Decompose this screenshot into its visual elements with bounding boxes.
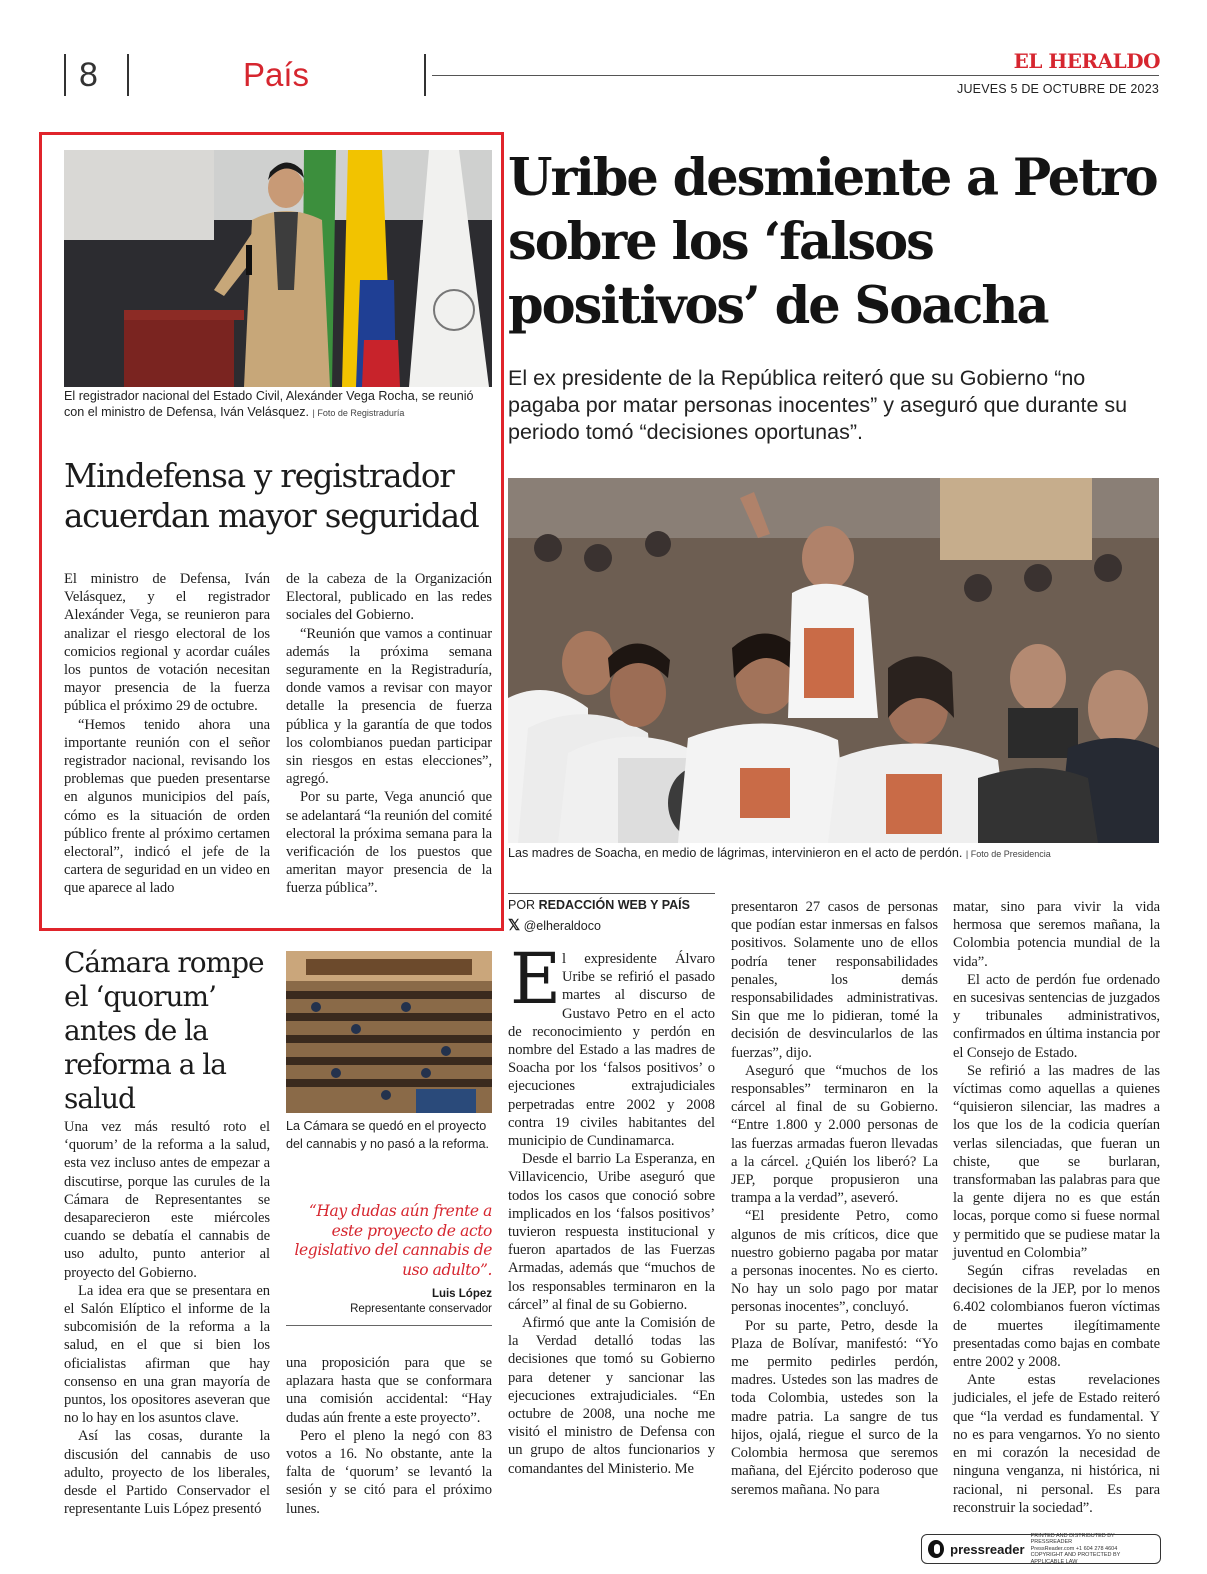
- dropcap: E: [510, 938, 562, 1020]
- social-handle[interactable]: [508, 916, 601, 934]
- byline: [508, 898, 690, 912]
- uribe-headline: Uribe desmiente a Petro sobre los ‘falsos positivos’ de Soacha: [508, 148, 1157, 336]
- camara-photo-art: [286, 951, 492, 1113]
- paragraph: presentaron 27 casos de personas que podían estar inmersas en falsos positivos. Solamente uno de ellos podría tener responsabilidades penales, los demás responsabilidades administrativas. Sin que me lo pidieran, tomé la decisión de desvincularlos de las fuerzas”, dijo.: [731, 899, 938, 1061]
- quote-rule: [286, 1325, 492, 1326]
- caption-text: El registrador nacional del Estado Civil, Alexánder Vega Rocha, se reunió con el ministro de Defensa, Iván Velásquez.: [64, 389, 474, 419]
- paragraph: de la cabeza de la Organización Electoral, publicado en las redes sociales del Gobierno.: [286, 571, 492, 624]
- uribe-deck: El ex presidente de la República reiteró que su Gobierno “no pagaba por matar personas inocentes” y aseguró que durante su periodo tomó “decisiones oportunas”.: [508, 366, 1128, 444]
- camara-col2: [286, 1354, 492, 1518]
- paragraph: una proposición para que se aplazara hasta que se conformara una comisión accidental: “Hay dudas aún frente a este proyecto”.: [286, 1355, 492, 1426]
- paragraph: “Hemos tenido ahora una importante reunión con el señor registrador nacional, revisando los problemas que pueden presentarse en algunos municipios del país, cómo es la situación de orden público frente al próximo certamen electoral”, indicó el jefe de la cartera de seguridad en un video en que aparece al lado: [64, 716, 270, 897]
- paragraph: “El presidente Petro, como algunos de mis críticos, dice que nuestro gobierno pagaba por matar a personas inocentes. No es cierto. No hay un solo pago por matar personas inocentes”, concluyó.: [731, 1208, 938, 1316]
- header-hline: [432, 75, 1159, 76]
- edition-date: JUEVES 5 DE OCTUBRE DE 2023: [957, 82, 1159, 96]
- paragraph: matar, sino para vivir la vida hermosa que seremos mañana, la Colombia potencia mundial de la vida”.: [953, 899, 1160, 970]
- uribe-col3: [953, 898, 1160, 1517]
- section-title: País: [243, 56, 310, 93]
- header-rule-left: [64, 54, 66, 96]
- paragraph: “Reunión que vamos a continuar además la próxima semana seguramente en la Registraduría, donde vamos a revisar con mayor detalle la presencia de fuerza pública y la garantía de que todos los colombianos puedan participar sin riesgos en estas elecciones”, agregó.: [286, 625, 492, 788]
- paragraph: El ministro de Defensa, Iván Velásquez, y el registrador Alexánder Vega, se reunieron para analizar el riesgo electoral de los comicios regional y acordar cuáles los puntos de votación necesitan mayor presencia de la fuerza pública el próximo 29 de octubre.: [64, 571, 270, 715]
- paragraph: Afirmó que ante la Comisión de la Verdad detalló todas las decisiones que tomó su Gobierno para detener y sancionar las ejecuciones extrajudiciales. “En octubre de 2008, una noche me visitó el ministro de Defensa con un grupo de altos funcionarios y comandantes del Ministerio. Me: [508, 1315, 715, 1477]
- x-icon: 𝕏: [508, 917, 521, 934]
- caption-text: Las madres de Soacha, en medio de lágrimas, intervinieron en el acto de perdón.: [508, 846, 963, 860]
- paragraph: Por su parte, Petro, desde la Plaza de Bolívar, manifestó: “Yo me permito pedirles perdón, madres. Ustedes son las madres de toda Colombia, ustedes son la madre patria. La sangre de tus hijos, ojalá, riegue el surco de la Colombia hermosa que seremos mañana, del Ejército poderoso que seremos mañana. No para: [731, 1317, 938, 1498]
- paragraph: Aseguró que “muchos de los responsables” terminaron en la cárcel al final de su Gobierno. “Entre 1.800 y 2.000 personas de las fuerzas armadas fueron llevadas a la cárcel. ¿Quién los liberó? La JEP, porque propusieron una trampa a la verdad”, aseveró.: [731, 1062, 938, 1207]
- byline-author: REDACCIÓN WEB Y PAÍS: [538, 898, 690, 912]
- pressreader-legal: PRINTED AND DISTRIBUTED BY PRESSREADER PressReader.com +1 604 278 4604 COPYRIGHT AND PROTECTED BY APPLICABLE LAW: [1030, 1532, 1121, 1565]
- madres-soacha-photo-art: [508, 478, 1159, 843]
- uribe-col2: [731, 898, 938, 1499]
- paragraph: Ante estas revelaciones judiciales, el jefe de Estado reiteró que “la verdad es fundamental. Y no es para vengarnos. Yo no siento en mi corazón la necesidad de ninguna venganza, ni histórica, ni racional, ni personal. Es para reconstruir la sociedad”.: [953, 1372, 1160, 1516]
- uribe-col1: [508, 950, 715, 1478]
- photo-credit: | Foto de Presidencia: [965, 849, 1051, 859]
- registrador-photo-caption: [64, 388, 494, 421]
- page-number: 8: [79, 56, 98, 94]
- registrador-photo-art: [64, 150, 492, 387]
- paragraph: Así las cosas, durante la discusión del cannabis de uso adulto, proyecto de los liberales, desde el Partido Conservador el representante Luis López presentó: [64, 1428, 270, 1518]
- madres-soacha-photo: [508, 478, 1159, 843]
- header-rule-mid: [127, 54, 129, 96]
- paragraph: Se refirió a las madres de las víctimas como aquellas a quienes “quisieron silenciar, las madres a los que los de la codicia querían verlas silenciadas, que fueran un chiste, que se burlaran, transformaban las palabras para que la gente dijera no es que están locas, porque como si fuese normal y permitido que se pudiese matar la juventud en Colombia”: [953, 1062, 1160, 1261]
- header-rule-right: [424, 54, 426, 96]
- camara-photo-caption: La Cámara se quedó en el proyecto del cannabis y no pasó a la reforma.: [286, 1119, 490, 1151]
- camara-photo: [286, 951, 492, 1113]
- registrador-photo: [64, 150, 492, 387]
- photo-credit: | Foto de Registraduría: [312, 408, 405, 418]
- pressreader-badge[interactable]: [921, 1534, 1161, 1564]
- camara-headline: Cámara rompe el ‘quorum’ antes de la reforma a la salud: [64, 946, 264, 1115]
- newspaper-logo: EL HERALDO: [1013, 49, 1160, 73]
- paragraph: Desde el barrio La Esperanza, en Villavicencio, Uribe aseguró que todos los casos que conoció sobre implicados en los ‘falsos positivos’ tuvieron respuesta institucional y fueron apartados de las Fuerzas Armadas, además que “muchos de los responsables terminaron en la cárcel” al final de su Gobierno.: [508, 1151, 715, 1313]
- camara-col1: [64, 1118, 270, 1518]
- paragraph: Por su parte, Vega anunció que se adelantará “la reunión del comité electoral la próxima semana para la verificación de los puestos que ameritan mayor presencia de la fuerza pública”.: [286, 789, 492, 897]
- pull-quote: “Hay dudas aún frente a este proyecto de acto legislativo del cannabis de uso adulto”.: [294, 1202, 492, 1279]
- pressreader-logo: pressreader: [950, 1541, 1025, 1557]
- paragraph: l expresidente Álvaro Uribe se refirió el pasado martes al discurso de Gustavo Petro en el acto de reconocimiento y perdón en nombre del Estado a las madres de Soacha por los ‘falsos positivos’ o ejecuciones extrajudiciales perpetradas entre 2002 y 2008 contra 19 civiles habitantes del municipio de Cundinamarca.: [508, 951, 715, 1150]
- mindefensa-col2: [286, 570, 492, 898]
- mindefensa-headline: Mindefensa y registrador acuerdan mayor seguridad: [64, 457, 479, 535]
- madres-photo-caption: [508, 845, 1159, 862]
- quote-author: Luis López: [431, 1288, 492, 1300]
- paragraph: Pero el pleno la negó con 83 votos a 16. No obstante, ante la falta de ‘quorum’ se levantó la sesión y se citó para el próximo lunes.: [286, 1427, 492, 1517]
- byline-rule: [508, 893, 715, 894]
- paragraph: Una vez más resultó roto el ‘quorum’ de la reforma a la salud, esta vez incluso antes de empezar a discutirse, porque las curules de la Cámara de Representantes se desaparecieron este miércoles cuando se debatía el cannabis de uso adulto, punto anterior al proyecto del Gobierno.: [64, 1119, 270, 1281]
- byline-prefix: POR: [508, 898, 536, 912]
- mindefensa-col1: [64, 570, 270, 898]
- paragraph: Según cifras reveladas en decisiones de la JEP, por lo menos 6.402 colombianos fueron víctimas de muertes ilegítimamente presentadas como bajas en combate entre 2002 y 2008.: [953, 1263, 1160, 1371]
- pressreader-icon: [928, 1540, 944, 1558]
- paragraph: La idea era que se presentara en el Salón Elíptico el informe de la subcomisión de la reforma a la salud, en el que si bien los oficialistas afirman que hay consenso en una gran mayoría de puntos, los opositores aseveran que no lo hay en los asuntos clave.: [64, 1282, 270, 1427]
- paragraph: El acto de perdón fue ordenado en sucesivas sentencias de juzgados y tribunales administrativos, confirmados en última instancia por el Consejo de Estado.: [953, 971, 1160, 1061]
- quote-role: Representante conservador: [350, 1303, 492, 1315]
- handle-text: @elheraldoco: [523, 919, 601, 933]
